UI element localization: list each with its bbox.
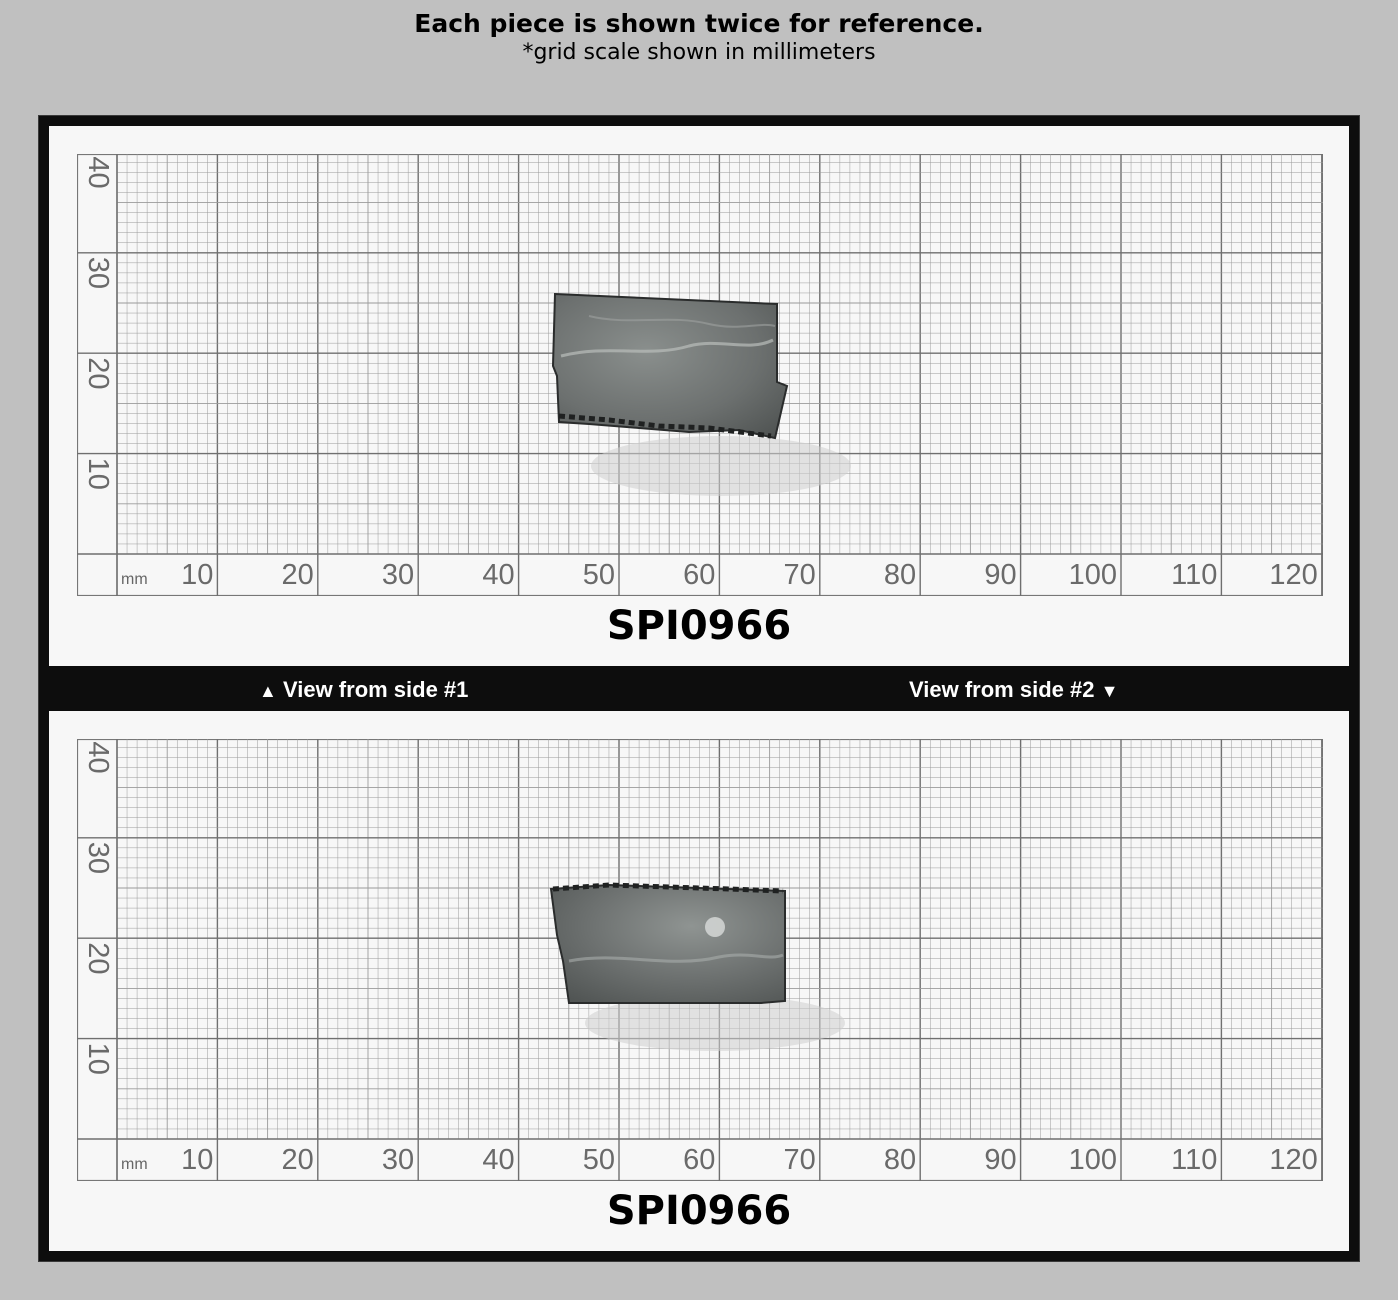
y-tick-label: 20 — [82, 942, 114, 975]
x-tick-label: 120 — [1269, 1144, 1318, 1176]
specimen-id-label: SPI0966 — [606, 603, 792, 649]
y-tick-label: 40 — [82, 741, 114, 774]
x-tick-label: 90 — [984, 559, 1017, 591]
x-tick-label: 60 — [683, 1144, 716, 1176]
y-tick-label: 10 — [82, 457, 114, 490]
x-tick-label: 50 — [582, 1144, 615, 1176]
specimen-id-label: SPI0966 — [606, 1188, 792, 1234]
x-tick-label: 110 — [1171, 559, 1218, 591]
view-side-1-label: View from side #1 — [282, 677, 469, 702]
y-tick-label: 10 — [82, 1042, 114, 1075]
arrow-down-icon: ▼ — [1100, 681, 1119, 701]
photo-frame — [38, 115, 1360, 1262]
view-side-1-caption — [259, 677, 468, 703]
view-direction-bar — [49, 667, 1349, 710]
x-tick-label: 120 — [1269, 559, 1318, 591]
x-tick-label: 110 — [1171, 1144, 1218, 1176]
x-tick-label: 40 — [482, 1144, 515, 1176]
x-tick-label: 100 — [1068, 559, 1117, 591]
page-title: Each piece is shown twice for reference. — [414, 9, 984, 38]
x-tick-label: 60 — [683, 559, 716, 591]
y-tick-label: 20 — [82, 357, 114, 390]
view-side-2-caption — [909, 677, 1118, 703]
view-side-2-label: View from side #2 — [909, 677, 1095, 702]
x-tick-label: 90 — [984, 1144, 1017, 1176]
x-tick-label: 100 — [1068, 1144, 1117, 1176]
x-tick-label: 10 — [181, 559, 214, 591]
unit-label: mm — [121, 571, 148, 588]
page-header — [0, 8, 1398, 66]
x-tick-label: 80 — [883, 1144, 917, 1176]
arrow-up-icon: ▲ — [259, 681, 277, 701]
x-tick-label: 10 — [181, 1144, 214, 1176]
x-tick-label: 20 — [281, 559, 314, 591]
x-tick-label: 70 — [783, 559, 816, 591]
y-tick-label: 30 — [82, 256, 114, 290]
x-tick-label: 70 — [783, 1144, 816, 1176]
page-subtitle: *grid scale shown in millimeters — [522, 40, 876, 65]
x-tick-label: 80 — [883, 559, 917, 591]
y-tick-label: 40 — [82, 156, 114, 189]
x-tick-label: 30 — [381, 1144, 415, 1176]
x-tick-label: 40 — [482, 559, 515, 591]
x-tick-label: 50 — [582, 559, 615, 591]
mm-grid — [77, 154, 1323, 596]
x-tick-label: 20 — [281, 1144, 314, 1176]
mm-grid — [77, 739, 1323, 1181]
x-tick-label: 30 — [381, 559, 415, 591]
panel-side-1 — [49, 126, 1349, 666]
y-tick-label: 30 — [82, 841, 114, 875]
panel-side-2 — [49, 711, 1349, 1251]
unit-label: mm — [121, 1156, 148, 1173]
